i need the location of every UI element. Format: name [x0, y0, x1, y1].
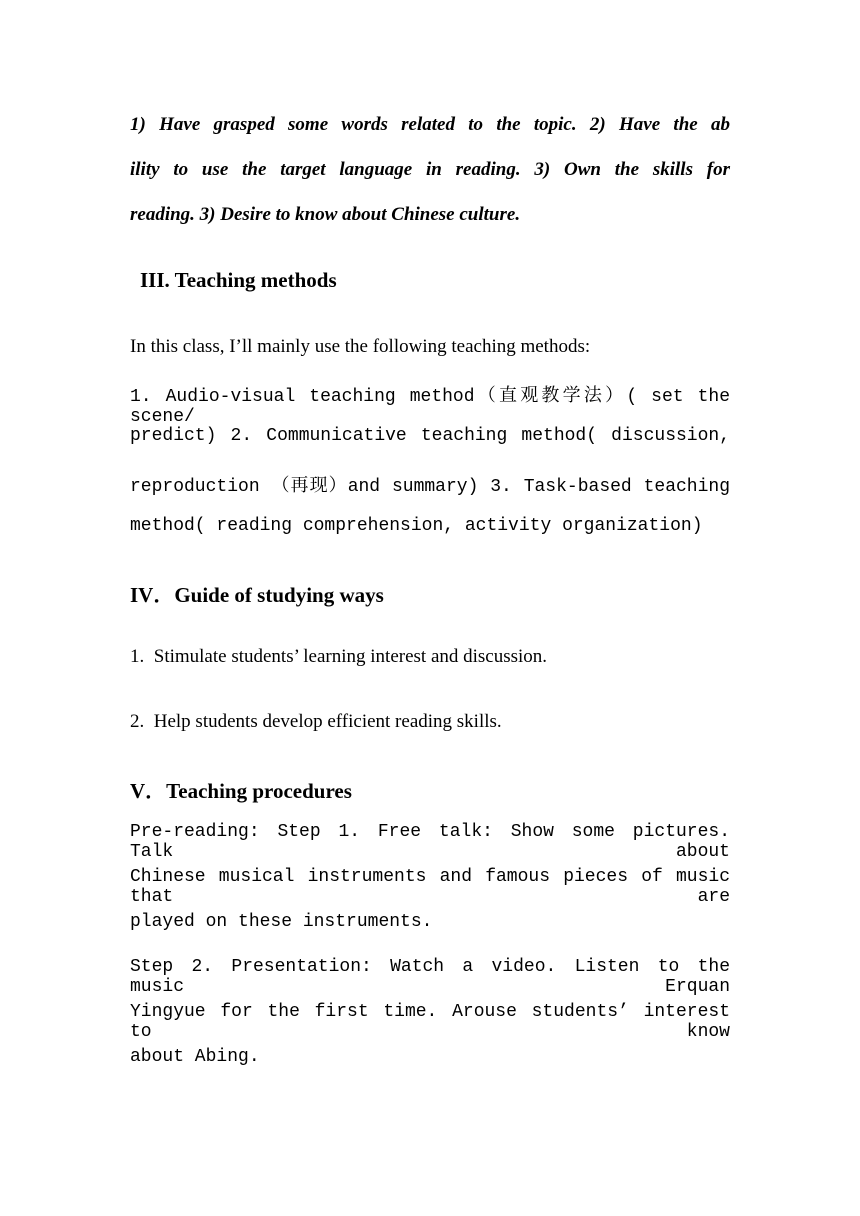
section-3-intro: In this class, I’ll mainly use the following teaching methods:	[130, 336, 591, 357]
procedures-line-6: about Abing.	[130, 1047, 260, 1067]
objectives-line-2: ility to use the target language in reading. 3) Own the skills for	[130, 159, 730, 180]
section-5-heading: V．Teaching procedures	[130, 779, 352, 803]
procedures-line-2: Chinese musical instruments and famous pieces of music that are	[130, 867, 730, 907]
methods-line-2: predict) 2. Communicative teaching method( discussion,	[130, 426, 730, 446]
objectives-line-1: 1) Have grasped some words related to the topic. 2) Have the ab	[130, 114, 730, 135]
procedures-line-4: Step 2. Presentation: Watch a video. Listen to the music Erquan	[130, 957, 730, 997]
procedures-line-3: played on these instruments.	[130, 912, 433, 932]
methods-line-1: 1. Audio-visual teaching method（直观教学法）( set the scene/	[130, 387, 730, 427]
section-4-heading: IV．Guide of studying ways	[130, 583, 384, 607]
section-3-heading: III. Teaching methods	[140, 268, 337, 292]
procedures-line-1: Pre-reading: Step 1. Free talk: Show some pictures. Talk about	[130, 822, 730, 862]
methods-line-4: method( reading comprehension, activity organization)	[130, 516, 703, 536]
guide-item-2: 2. Help students develop efficient reading skills.	[130, 711, 502, 732]
procedures-line-5: Yingyue for the first time. Arouse students’ interest to know	[130, 1002, 730, 1042]
methods-line-3: reproduction （再现）and summary) 3. Task-based teaching	[130, 477, 730, 497]
guide-item-1: 1. Stimulate students’ learning interest and discussion.	[130, 646, 548, 667]
objectives-line-3: reading. 3) Desire to know about Chinese culture.	[130, 204, 521, 225]
